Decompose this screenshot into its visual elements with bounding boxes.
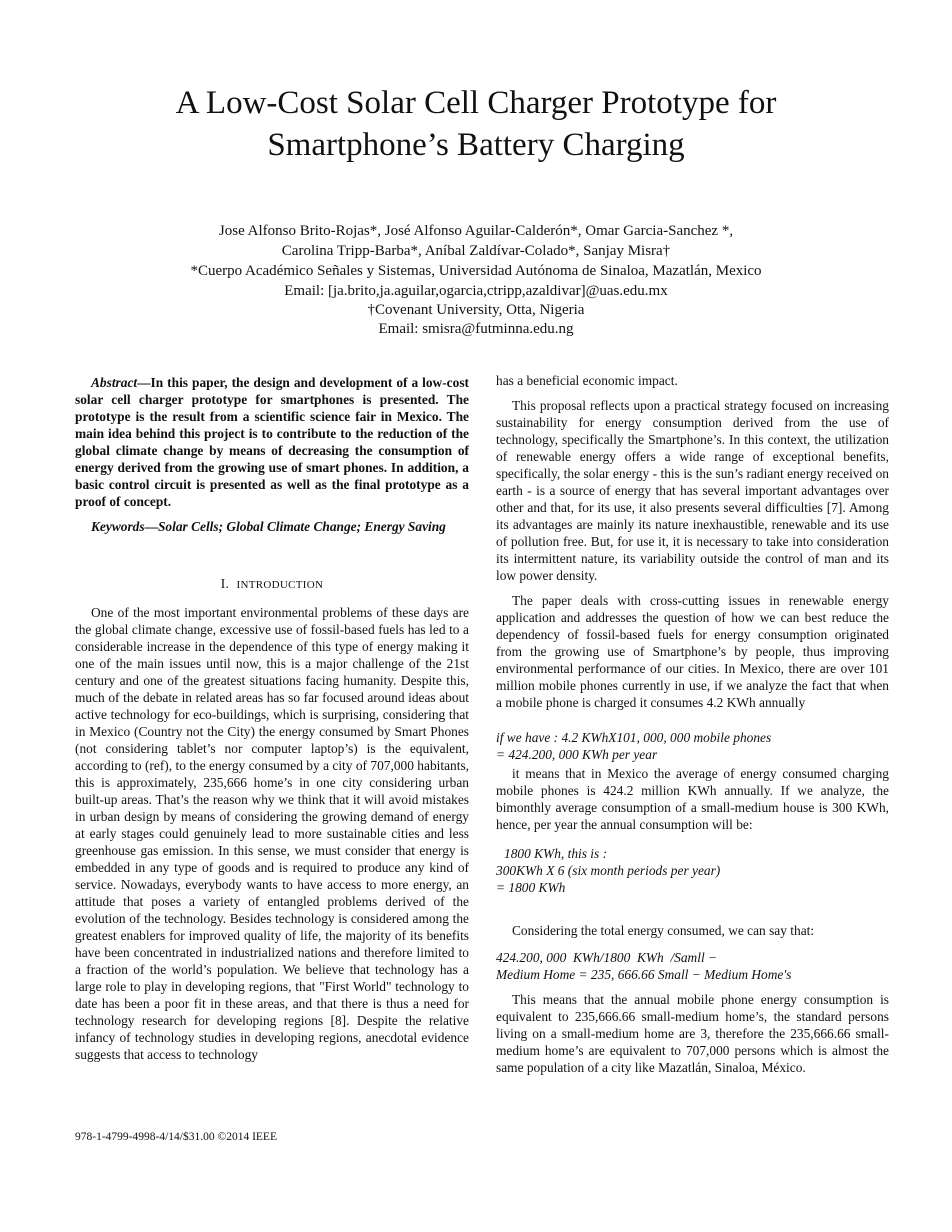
section-title: INTRODUCTION — [236, 579, 324, 591]
email-1: Email: [ja.brito,ja.aguilar,ogarcia,ctripp,azaldivar]@uas.edu.mx — [284, 283, 668, 299]
abstract-text: —In this paper, the design and development of a low-cost solar cell charger prototype for smartphones is presented. The prototype is the result from a scientific science fair in Mexico. The main idea behind this project is to contribute to the reduction of the global climate change by means of decreasing the consumption of energy derived from the growing use of smart phones. In addition, a basic control circuit is presented as well as the final prototype as a proof of concept. — [75, 375, 469, 509]
keywords: Keywords—Solar Cells; Global Climate Change; Energy Saving — [91, 519, 446, 534]
intro-paragraph: One of the most important environmental problems of these days are the global climate change, excessive use of fossil-based fuels has led to a considerable increase in the dependence of this type of energy making it one of the main issues until now, this is a major challenge of the 21st century and one of the greatest situations facing humanity. Despite this, much of the debate in related areas has so far focused around ideas about active technology for eco-buildings, which is surprising, considering that in Mexico (Country not the City) the energy consumed by Smart Phones (not considering tablet’s nor computer laptop’s) is the equivalent, according to (ref), to the energy consumed by a city of 707,000 habitants, this is approximately, 235,666 home’s in one city considering urban built-up areas. That’s the reason why we think that it will avoid mistakes in urban design by means of considering the growing demand of energy at early stages could genuinely lead to more sustainable cities and less greenhouse gas emission. In this sense, we must consider that energy is embedded in any type of goods and is required to produce any kind of service. Nowadays, everybody wants to have access to more energy, an attitude that poses a variety of entangled problems derived of the evolution of the technology. Besides technology is considered among the greatest enablers for improved quality of life, the majority of its benefits have been concentrated in industrialized nations and therefore limited to a fraction of the world’s population. We believe that technology has a large role to play in developing regions, that "First World" technology to date has been a poor fit in these areas, and that there is thus a need for technology research for developing regions [8]. Despite the relative infancy of technology studies in developing regions, anecdotal evidence suggests that access to technology — [75, 605, 469, 1062]
equation-2 — [496, 845, 889, 896]
equation-1-line-2: = 424.200, 000 KWh per year — [496, 747, 658, 762]
left-column — [75, 374, 469, 1063]
right-paragraph-0: has a beneficial economic impact. — [496, 373, 678, 388]
title-line-2: Smartphone’s Battery Charging — [267, 127, 685, 163]
section-heading — [75, 575, 469, 594]
email-2: Email: smisra@futminna.edu.ng — [378, 321, 574, 337]
equation-3 — [496, 949, 889, 983]
section-number: I. — [220, 576, 230, 591]
right-column — [496, 372, 889, 1076]
affiliation-2: †Covenant University, Otta, Nigeria — [367, 302, 585, 318]
equation-3-line-2: Medium Home = 235, 666.66 Small − Medium Home's — [496, 967, 792, 982]
equation-1-line-1: if we have : 4.2 KWhX101, 000, 000 mobile phones — [496, 730, 772, 745]
paper-title — [0, 82, 952, 166]
affiliation-1: *Cuerpo Académico Señales y Sistemas, Universidad Autónoma de Sinaloa, Mazatlán, Mexico — [190, 263, 762, 279]
abstract-label: Abstract — [91, 375, 138, 390]
equation-2-line-1: 1800 KWh, this is : — [504, 846, 608, 861]
right-paragraph-4: Considering the total energy consumed, we can say that: — [512, 923, 815, 938]
copyright-footer: 978-1-4799-4998-4/14/$31.00 ©2014 IEEE — [75, 1131, 277, 1143]
title-line-1: A Low-Cost Solar Cell Charger Prototype for — [175, 85, 777, 121]
equation-3-line-1: 424.200, 000 KWh/1800 KWh /Samll − — [496, 950, 718, 965]
right-paragraph-3: it means that in Mexico the average of energy consumed charging mobile phones is 424.2 million KWh annually. If we analyze, the bimonthly average consumption of a small-medium house is 300 KWh, hence, per year the annual consumption will be: — [496, 766, 889, 832]
equation-2-line-3: = 1800 KWh — [496, 880, 566, 895]
right-paragraph-2: The paper deals with cross-cutting issues in renewable energy application and addresses the question of how we can best reduce the dependency of fossil-based fuels for energy consumption originated from the growing use of Smartphone’s by people, thus improving environmental performance of our cities. In Mexico, there are over 101 million mobile phones currently in use, if we analyze the fact that when a mobile phone is charged it consumes 4.2 KWh annually — [496, 593, 889, 710]
equation-2-line-2: 300KWh X 6 (six month periods per year) — [496, 863, 721, 878]
author-line-2: Carolina Tripp-Barba*, Aníbal Zaldívar-Colado*, Sanjay Misra† — [281, 243, 671, 259]
author-line-1: Jose Alfonso Brito-Rojas*, José Alfonso Aguilar-Calderón*, Omar Garcia-Sanchez *, — [218, 223, 734, 239]
right-paragraph-5: This means that the annual mobile phone energy consumption is equivalent to 235,666.66 small-medium home’s, the standard persons living on a small-medium home are 3, therefore the 235,666.66 small-medium home’s are equivalent to 707,000 persons which is almost the same population of a city like Mazatlán, Sinaloa, México. — [496, 992, 889, 1075]
equation-1 — [496, 729, 889, 763]
right-paragraph-1: This proposal reflects upon a practical strategy focused on increasing sustainability for energy consumption derived from the use of technology, specifically the Smartphone’s. In this context, the utilization of renewable energy offers a wide range of exceptional benefits, specifically, the solar energy - this is the sun’s radiant energy received on earth - is a source of energy that has several important advantages over other and that, for its use, it also presents several difficulties [7]. Among its advantages are mainly its nature inexhaustible, renewable and its use of pollution free. But, for use it, it is necessary to take into consideration its intermittent nature, its variability outside the control of man and its low power density. — [496, 398, 889, 583]
abstract — [75, 374, 469, 510]
